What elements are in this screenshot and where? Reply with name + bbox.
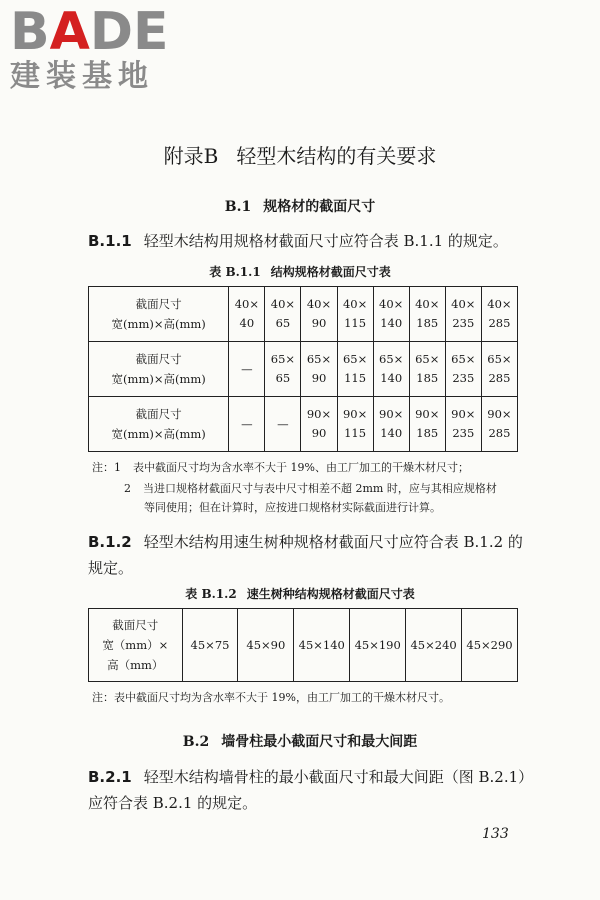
table-note: 注：表中截面尺寸均为含水率不大于 19%，由工厂加工的干燥木材尺寸。 — [92, 691, 450, 704]
table-cell: 40× 185 — [409, 287, 445, 342]
clause-b-2-1: B.2.1 轻型木结构墙骨柱的最小截面尺寸和最大间距（图 B.2.1）应符合表 B.2.1 的规定。 — [88, 768, 526, 812]
table-cell: 45×140 — [294, 609, 350, 682]
table-cell: 40× 40 — [229, 287, 265, 342]
page-number: 133 — [482, 826, 509, 842]
table-cell: 45×290 — [462, 609, 518, 682]
appendix-title: 附录B 轻型木结构的有关要求 — [163, 144, 437, 168]
table-cell: 90× 185 — [409, 397, 445, 452]
logo-brand: BADE — [10, 2, 169, 62]
table-header-cell: 截面尺寸 宽(mm)×高(mm) — [89, 342, 229, 397]
watermark-logo — [10, 2, 180, 94]
table-cell: 90× 140 — [373, 397, 409, 452]
table-cell: 40× 140 — [373, 287, 409, 342]
table-cell: 40× 285 — [481, 287, 517, 342]
table-cell: 45×240 — [406, 609, 462, 682]
logo-subtitle: 建装基地 — [10, 59, 154, 94]
table-b-1-2 — [88, 608, 518, 682]
table-cell: 65× 285 — [481, 342, 517, 397]
section-heading-b2: B.2 墙骨柱最小截面尺寸和最大间距 — [182, 734, 418, 750]
table-cell: 40× 65 — [265, 287, 301, 342]
table-cell: 40× 235 — [445, 287, 481, 342]
table-cell: 40× 90 — [301, 287, 337, 342]
table-caption-b-1-2: 表 B.1.2 速生树种结构规格材截面尺寸表 — [185, 587, 415, 601]
table-row — [89, 397, 518, 452]
table-note-1: 注：1 表中截面尺寸均为含水率不大于 19%、由工厂加工的干燥木材尺寸； — [92, 461, 469, 474]
table-header-cell: 截面尺寸 宽(mm)×高(mm) — [89, 287, 229, 342]
table-row — [89, 342, 518, 397]
table-cell: 65× 235 — [445, 342, 481, 397]
table-cell: 65× 90 — [301, 342, 337, 397]
table-cell: — — [229, 397, 265, 452]
table-cell: 90× 235 — [445, 397, 481, 452]
table-cell: 90× 285 — [481, 397, 517, 452]
table-cell: 65× 185 — [409, 342, 445, 397]
table-row — [89, 287, 518, 342]
table-row — [89, 609, 518, 682]
table-cell: — — [265, 397, 301, 452]
table-cell: 45×75 — [182, 609, 238, 682]
table-header-cell: 截面尺寸 宽（mm）× 高（mm） — [89, 609, 183, 682]
table-note-2: 2 当进口规格材截面尺寸与表中尺寸相差不超 2mm 时，应与其相应规格材 — [124, 482, 497, 495]
table-cell: 45×190 — [350, 609, 406, 682]
table-cell: 65× 65 — [265, 342, 301, 397]
table-cell: 65× 140 — [373, 342, 409, 397]
table-note-2-cont: 等同使用；但在计算时，应按进口规格材实际截面进行计算。 — [144, 501, 441, 514]
table-cell: 65× 115 — [337, 342, 373, 397]
table-cell: 45×90 — [238, 609, 294, 682]
table-cell: — — [229, 342, 265, 397]
table-cell: 40× 115 — [337, 287, 373, 342]
table-header-cell: 截面尺寸 宽(mm)×高(mm) — [89, 397, 229, 452]
table-cell: 90× 115 — [337, 397, 373, 452]
table-b-1-1 — [88, 286, 518, 452]
clause-b-1-1: B.1.1 轻型木结构用规格材截面尺寸应符合表 B.1.1 的规定。 — [88, 232, 508, 250]
table-cell: 90× 90 — [301, 397, 337, 452]
section-heading-b1: B.1 规格材的截面尺寸 — [224, 199, 376, 215]
clause-b-1-2: B.1.2 轻型木结构用速生树种规格材截面尺寸应符合表 B.1.2 的规定。 — [88, 533, 523, 577]
table-caption-b-1-1: 表 B.1.1 结构规格材截面尺寸表 — [209, 265, 391, 279]
